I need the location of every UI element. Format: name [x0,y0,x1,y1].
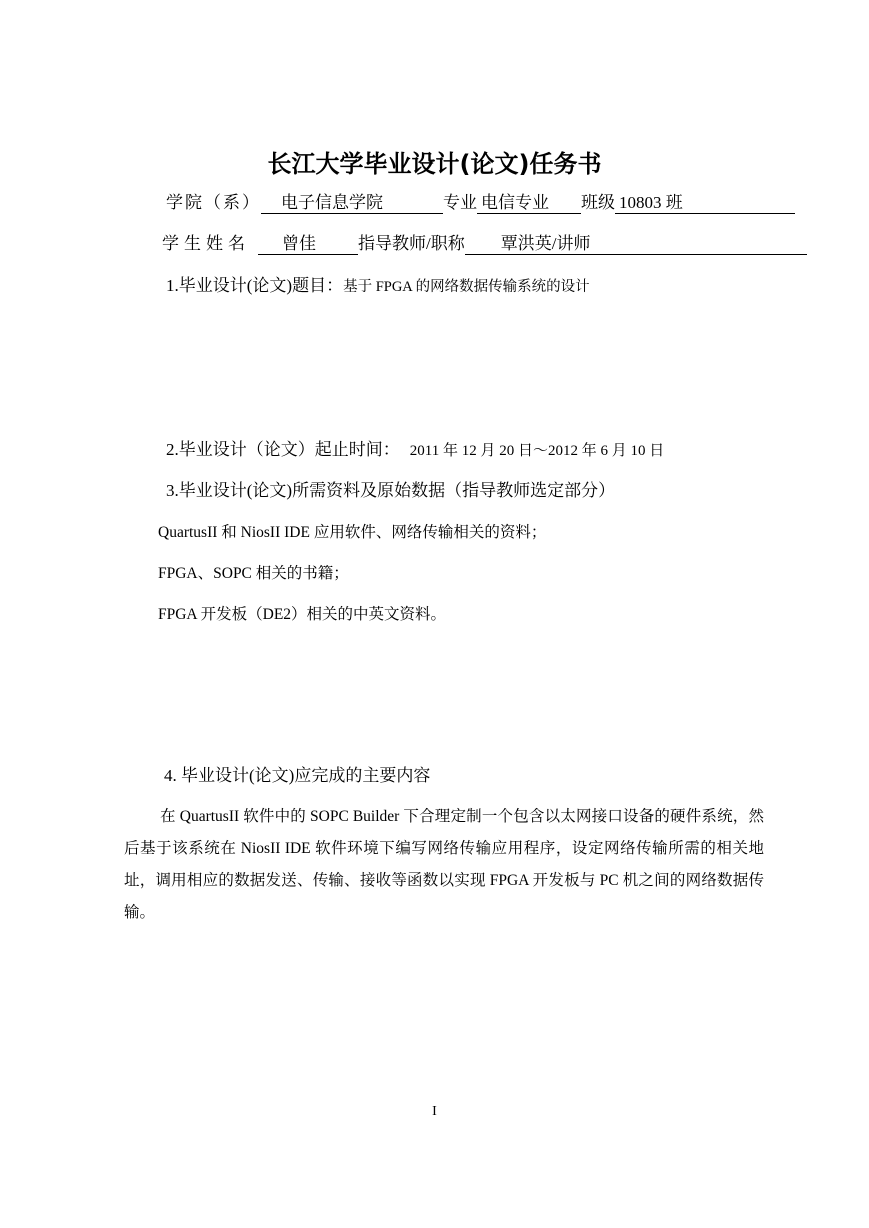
section1 [166,275,590,298]
section4-paragraph: 在 QuartusII 软件中的 SOPC Builder 下合理定制一个包含以太网接口设备的硬件系统，然后基于该系统在 NiosII IDE 软件环境下编写网络传输应用程序，设定网络传输所需的相关地址，调用相应的数据发送、传输、接收等函数以实现 FPGA 开发板与 PC 机之间的网络数据传输。 [124,808,764,921]
class-value: 10803 班 [615,193,795,214]
section4-body [124,801,764,929]
advisor-label: 指导教师/职称 [358,234,465,253]
list-item: QuartusII 和 NiosII IDE 应用软件、网络传输相关的资料； [158,524,547,541]
college-row [166,192,795,214]
major-label: 专业 [443,193,477,212]
advisor-value: 覃洪英/讲师 [465,234,807,255]
list-item: FPGA 开发板（DE2）相关的中英文资料。 [158,606,447,623]
list-item: FPGA、SOPC 相关的书籍； [158,565,349,582]
student-row [162,233,807,255]
section1-heading: 1.毕业设计(论文)题目： [166,276,344,295]
class-label: 班级 [581,193,615,212]
thesis-topic: 基于 FPGA 的网络数据传输系统的设计 [343,279,590,295]
section3-heading: 3.毕业设计(论文)所需资料及原始数据（指导教师选定部分） [166,481,616,500]
college-value: 电子信息学院 [261,193,443,214]
college-label: 学院（系） [166,193,261,212]
document-title: 长江大学毕业设计(论文)任务书 [267,150,602,178]
student-name-label: 学生姓名 [162,234,250,253]
student-name-value: 曾佳 [258,234,358,255]
section2-heading: 2.毕业设计（论文）起止时间： [166,440,400,459]
thesis-period: 2011 年 12 月 20 日～2012 年 6 月 10 日 [409,443,665,459]
page-number: I [432,1104,437,1119]
major-value: 电信专业 [477,193,581,214]
section4-heading: 4. 毕业设计(论文)应完成的主要内容 [164,766,431,785]
section2 [166,439,664,462]
